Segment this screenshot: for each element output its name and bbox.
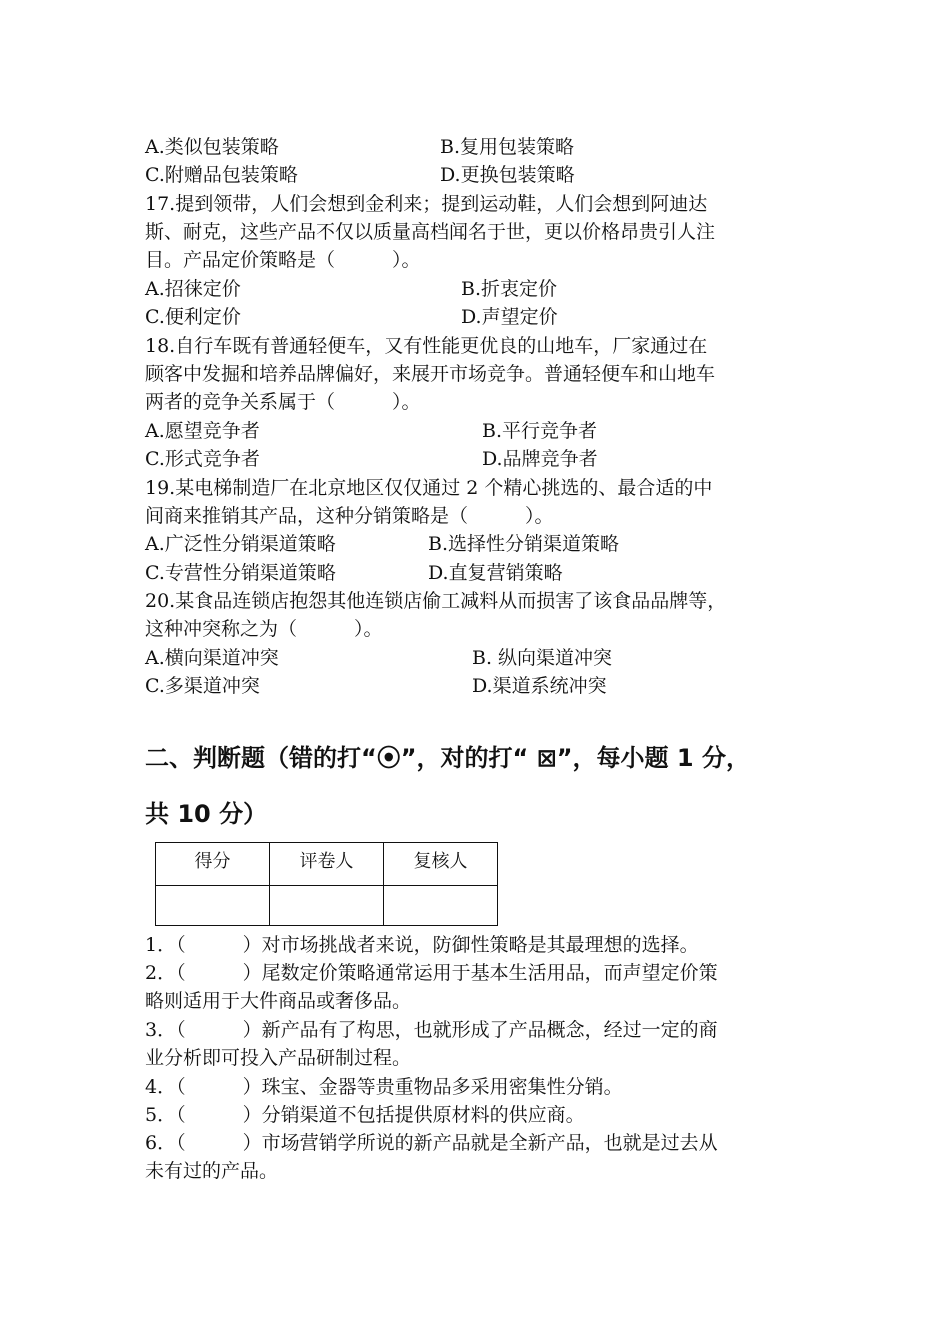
q20-option-d: D.渠道系统冲突 (472, 675, 607, 697)
q20-text-line: 20.某食品连锁店抱怨其他连锁店偷工减料从而损害了该食品品牌等， (145, 590, 727, 612)
tf-item: 6．（ ）市场营销学所说的新产品就是全新产品，也就是过去从 (145, 1132, 718, 1154)
q18-text-line: 两者的竞争关系属于（ ）。 (145, 391, 421, 413)
score-table (155, 842, 498, 926)
tf-item-cont: 未有过的产品。 (145, 1160, 279, 1182)
q16-option-a: A.类似包装策略 (145, 136, 279, 158)
q17-option-a: A.招徕定价 (145, 278, 241, 300)
grader-header: 评卷人 (270, 843, 384, 886)
q18-option-c: C.形式竞争者 (145, 448, 260, 470)
tf-item: 1．（ ）对市场挑战者来说，防御性策略是其最理想的选择。 (145, 934, 699, 956)
score-cell (156, 886, 270, 926)
tf-item-cont: 业分析即可投入产品研制过程。 (145, 1047, 412, 1069)
q18-text-line: 18.自行车既有普通轻便车，又有性能更优良的山地车，厂家通过在 (145, 335, 708, 357)
q17-text-line: 目。产品定价策略是（ ）。 (145, 249, 421, 271)
section-heading: 二、判断题（错的打“⦿”，对的打“ ⊠”，每小题 1 分， (145, 744, 750, 772)
q17-text-line: 斯、耐克，这些产品不仅以质量高档闻名于世，更以价格昂贵引人注 (145, 221, 716, 243)
q16-option-c: C.附赠品包装策略 (145, 164, 298, 186)
q18-option-d: D.品牌竞争者 (482, 448, 598, 470)
q17-option-b: B.折衷定价 (461, 278, 558, 300)
q20-option-a: A.横向渠道冲突 (145, 647, 279, 669)
q20-option-b: B. 纵向渠道冲突 (472, 647, 613, 669)
q17-text-line: 17.提到领带，人们会想到金利来；提到运动鞋，人们会想到阿迪达 (145, 193, 708, 215)
q19-option-d: D.直复营销策略 (428, 562, 563, 584)
q17-option-c: C.便利定价 (145, 306, 241, 328)
reviewer-cell (384, 886, 498, 926)
tf-item: 3．（ ）新产品有了构思，也就形成了产品概念，经过一定的商 (145, 1019, 718, 1041)
q20-option-c: C.多渠道冲突 (145, 675, 260, 697)
score-header: 得分 (156, 843, 270, 886)
q19-option-b: B.选择性分销渠道策略 (428, 533, 620, 555)
tf-item-cont: 略则适用于大件商品或奢侈品。 (145, 990, 412, 1012)
reviewer-header: 复核人 (384, 843, 498, 886)
tf-item: 5．（ ）分销渠道不包括提供原材料的供应商。 (145, 1104, 585, 1126)
q19-option-c: C.专营性分销渠道策略 (145, 562, 336, 584)
q20-text-line: 这种冲突称之为（ ）。 (145, 618, 383, 640)
tf-item: 2．（ ）尾数定价策略通常运用于基本生活用品，而声望定价策 (145, 962, 718, 984)
grader-cell (270, 886, 384, 926)
section-heading-cont: 共 10 分） (145, 800, 268, 828)
q19-option-a: A.广泛性分销渠道策略 (145, 533, 336, 555)
q18-text-line: 顾客中发掘和培养品牌偏好，来展开市场竞争。普通轻便车和山地车 (145, 363, 716, 385)
q17-option-d: D.声望定价 (461, 306, 558, 328)
q19-text-line: 19.某电梯制造厂在北京地区仅仅通过 2 个精心挑选的、最合适的中 (145, 477, 713, 499)
q18-option-a: A.愿望竞争者 (145, 420, 260, 442)
q16-option-b: B.复用包装策略 (440, 136, 575, 158)
q16-option-d: D.更换包装策略 (440, 164, 575, 186)
q19-text-line: 间商来推销其产品，这种分销策略是（ ）。 (145, 505, 554, 527)
q18-option-b: B.平行竞争者 (482, 420, 598, 442)
tf-item: 4．（ ）珠宝、金器等贵重物品多采用密集性分销。 (145, 1076, 623, 1098)
